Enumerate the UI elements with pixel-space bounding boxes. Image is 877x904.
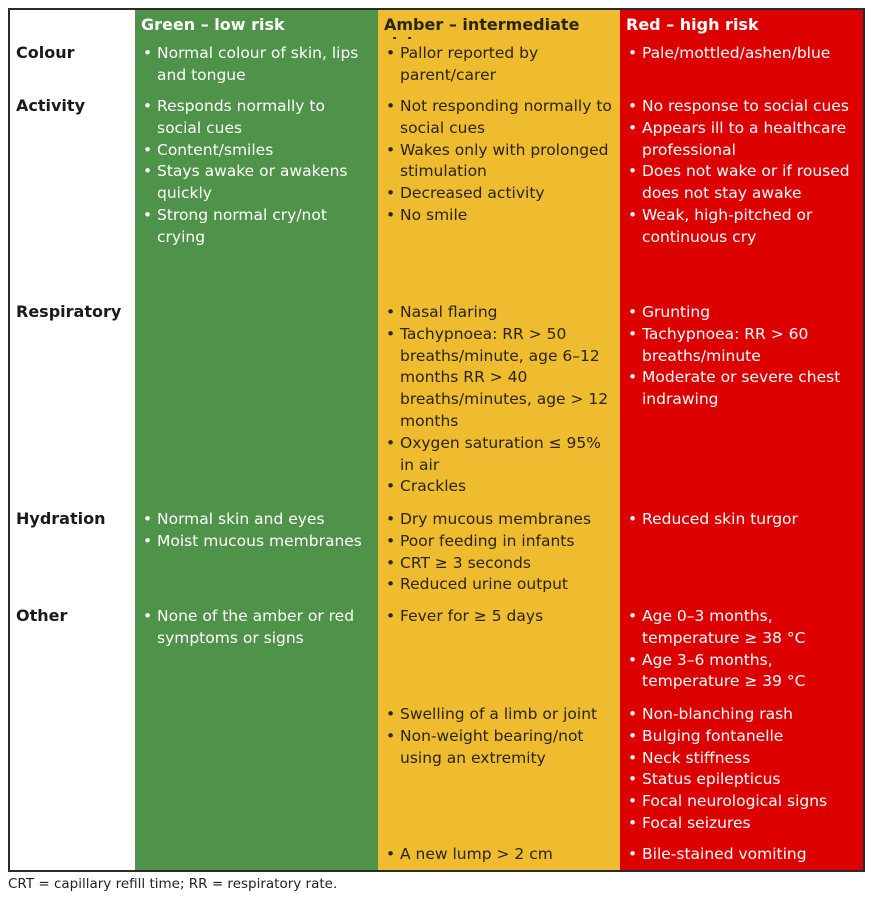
header-amber: Amber – intermediate [378,10,622,41]
list-item: • Age 3–6 months, temperature ≥ 39 °C [626,650,857,694]
list-item: • Not responding normally to social cues [384,96,614,140]
list-item: • Grunting [626,302,857,324]
bullet-list [141,43,372,87]
list-item: • Decreased activity [384,183,614,205]
list-item: • Age 0–3 months, temperature ≥ 38 °C [626,606,857,650]
bullet-list [384,96,614,227]
list-item: • Poor feeding in infants [384,531,614,553]
row-label-hydration: Hydration [10,505,137,604]
hydration-amber [378,505,622,604]
list-item: • Swelling of a limb or joint [384,704,614,726]
list-item: • Neck stiffness [626,748,857,770]
bullet-list [141,96,372,249]
bullet-list [626,509,857,531]
header-red: Red – high risk [620,10,863,41]
list-item: • Wakes only with prolonged stimulation [384,140,614,184]
list-item: • Fever for ≥ 5 days [384,606,614,628]
bullet-list [141,606,372,650]
colour-green [135,39,380,94]
bullet-list [384,704,614,769]
list-item: • A new lump > 2 cm [384,844,614,866]
list-item: • Moist mucous membranes [141,531,372,553]
respiratory-green [135,298,380,507]
bullet-list [626,606,857,693]
list-item: • Non-blanching rash [626,704,857,726]
list-item: • Status epilepticus [626,769,857,791]
bullet-list [384,302,614,498]
row-label-colour: Colour [10,39,137,94]
list-item: • Bile-stained vomiting [626,844,857,866]
list-item: • Tachypnoea: RR > 60 breaths/minute [626,324,857,368]
bullet-list [141,509,372,553]
list-item: • Pallor reported by parent/carer [384,43,614,87]
list-item: • Crackles [384,476,614,498]
bullet-list [384,509,614,596]
header-green: Green – low risk [135,10,380,41]
bullet-list [626,704,857,835]
list-item: • Nasal flaring [384,302,614,324]
list-item: • No response to social cues [626,96,857,118]
list-item: • Appears ill to a healthcare professional [626,118,857,162]
bullet-list [384,844,614,866]
respiratory-amber [378,298,622,507]
hydration-red [620,505,863,604]
hydration-green [135,505,380,604]
list-item: • Does not wake or if roused does not stay awake [626,161,857,205]
other-green [135,602,380,870]
list-item: • No smile [384,205,614,227]
list-item: • Responds normally to social cues [141,96,372,140]
list-item: • Focal neurological signs [626,791,857,813]
list-item: • Content/smiles [141,140,372,162]
list-item: • Reduced urine output [384,574,614,596]
header-blank [10,10,137,41]
other-sub1-red [620,602,863,702]
other-sub1-amber [378,602,622,702]
traffic-light-table [8,8,865,872]
row-label-respiratory: Respiratory [10,298,137,507]
colour-amber [378,39,622,94]
row-label-other: Other [10,602,137,870]
list-item: • Tachypnoea: RR > 50 breaths/minute, age 6–12 months RR > 40 breaths/minutes, age > 12 months [384,324,614,433]
activity-amber [378,92,622,300]
colour-red [620,39,863,94]
list-item: • Normal skin and eyes [141,509,372,531]
list-item: • Weak, high-pitched or continuous cry [626,205,857,249]
respiratory-red [620,298,863,507]
other-sub2-amber [378,700,622,842]
bullet-list [626,96,857,249]
list-item: • Pale/mottled/ashen/blue [626,43,857,65]
footnote: CRT = capillary refill time; RR = respiratory rate. [8,876,338,892]
list-item: • Strong normal cry/not crying [141,205,372,249]
list-item: • Moderate or severe chest indrawing [626,367,857,411]
list-item: • Focal seizures [626,813,857,835]
bullet-list [626,844,857,866]
list-item: • Normal colour of skin, lips and tongue [141,43,372,87]
list-item: • Stays awake or awakens quickly [141,161,372,205]
list-item: • Dry mucous membranes [384,509,614,531]
bullet-list [626,43,857,65]
other-sub2-red [620,700,863,842]
other-sub3-red [620,840,863,870]
list-item: • Bulging fontanelle [626,726,857,748]
list-item: • Reduced skin turgor [626,509,857,531]
list-item: • None of the amber or red symptoms or signs [141,606,372,650]
other-sub3-amber [378,840,622,870]
bullet-list [626,302,857,411]
bullet-list [384,606,614,628]
list-item: • CRT ≥ 3 seconds [384,553,614,575]
activity-green [135,92,380,300]
bullet-list [384,43,614,87]
activity-red [620,92,863,300]
list-item: • Oxygen saturation ≤ 95% in air [384,433,614,477]
list-item: • Non-weight bearing/not using an extremity [384,726,614,770]
row-label-activity: Activity [10,92,137,300]
